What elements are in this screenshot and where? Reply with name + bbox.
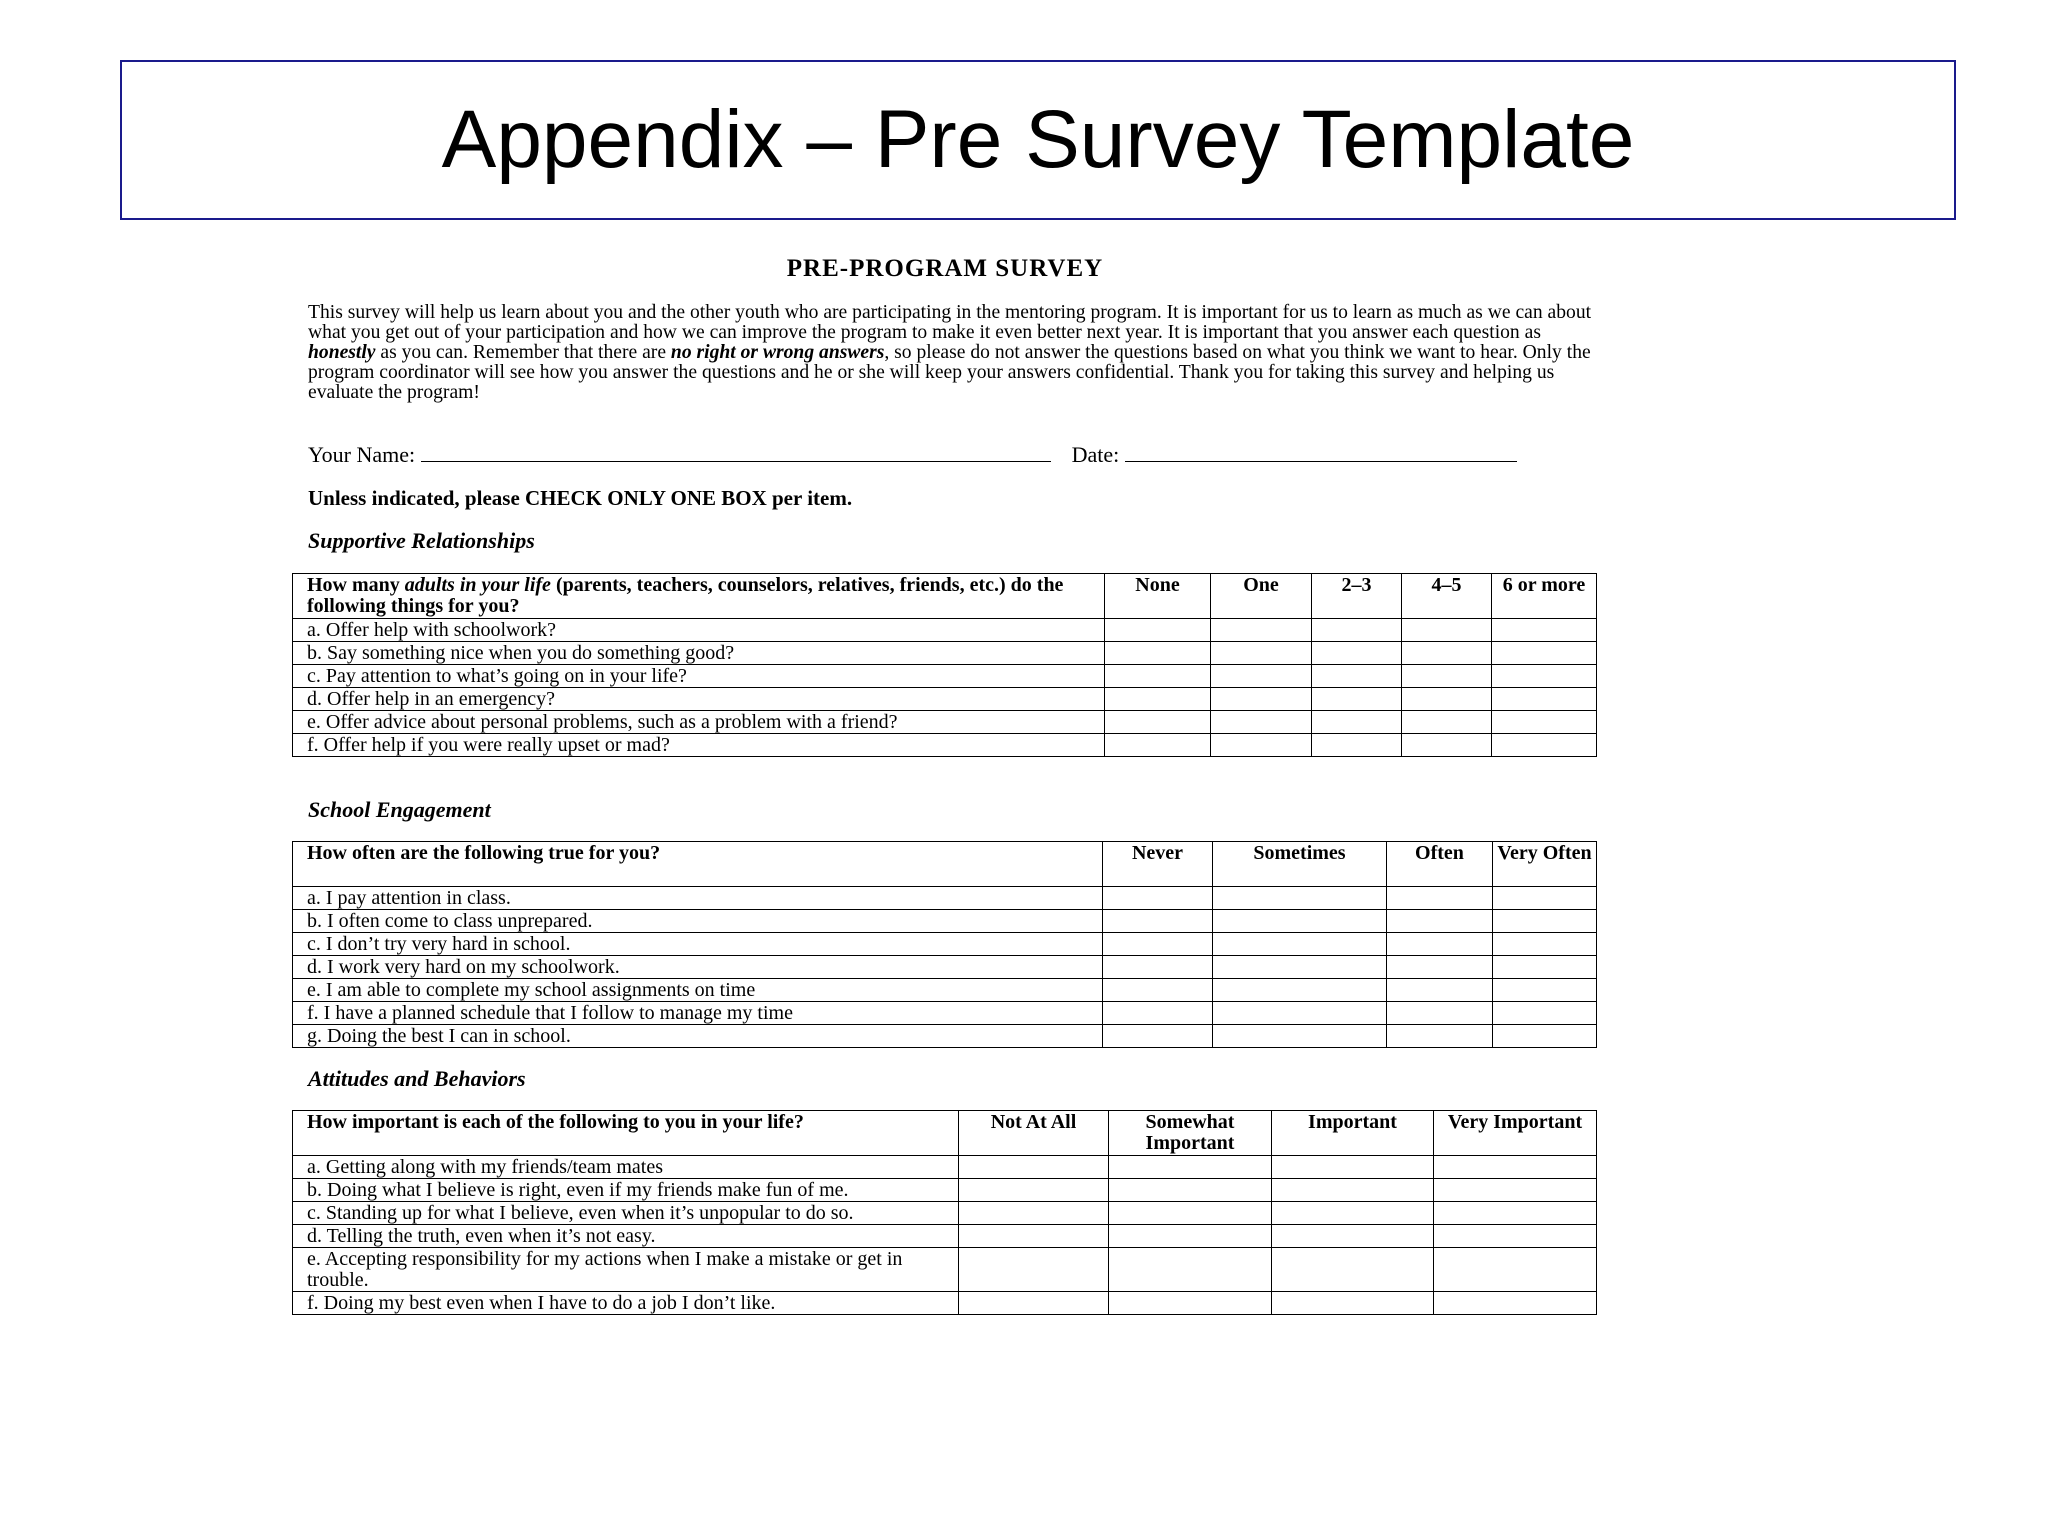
answer-checkbox-cell[interactable] [1492, 688, 1597, 711]
survey-item-label: c. I don’t try very hard in school. [293, 933, 1103, 956]
answer-checkbox-cell[interactable] [1211, 688, 1312, 711]
answer-checkbox-cell[interactable] [1105, 688, 1211, 711]
answer-checkbox-cell[interactable] [1312, 711, 1402, 734]
survey-item-label: e. I am able to complete my school assignments on time [293, 979, 1103, 1002]
survey-item-label: b. Say something nice when you do something good? [293, 642, 1105, 665]
answer-checkbox-cell[interactable] [1312, 619, 1402, 642]
section-title-supportive-relationships: Supportive Relationships [308, 528, 535, 553]
option-header: Sometimes [1213, 842, 1387, 887]
answer-checkbox-cell[interactable] [1312, 688, 1402, 711]
answer-checkbox-cell[interactable] [1105, 734, 1211, 757]
answer-checkbox-cell[interactable] [1492, 734, 1597, 757]
survey-item-row [293, 956, 1597, 979]
survey-item-label: f. Offer help if you were really upset or mad? [293, 734, 1105, 757]
answer-checkbox-cell[interactable] [1272, 1179, 1434, 1202]
answer-checkbox-cell[interactable] [1493, 910, 1597, 933]
answer-checkbox-cell[interactable] [1493, 933, 1597, 956]
slide-title-box [120, 60, 1956, 220]
answer-checkbox-cell[interactable] [1109, 1225, 1272, 1248]
answer-checkbox-cell[interactable] [1109, 1156, 1272, 1179]
answer-checkbox-cell[interactable] [1493, 979, 1597, 1002]
answer-checkbox-cell[interactable] [1211, 734, 1312, 757]
intro-text-2: as you can. Remember that there are [375, 342, 671, 363]
name-date-line [308, 442, 1608, 468]
answer-checkbox-cell[interactable] [959, 1179, 1109, 1202]
option-header: 6 or more [1492, 574, 1597, 619]
date-field[interactable] [1125, 443, 1517, 462]
slide-title: Appendix – Pre Survey Template [441, 94, 1635, 185]
survey-item-label: a. I pay attention in class. [293, 887, 1103, 910]
section-title-school-engagement: School Engagement [308, 797, 491, 822]
answer-checkbox-cell[interactable] [1105, 619, 1211, 642]
survey-item-row [293, 910, 1597, 933]
answer-checkbox-cell[interactable] [1434, 1225, 1597, 1248]
answer-checkbox-cell[interactable] [1109, 1292, 1272, 1315]
answer-checkbox-cell[interactable] [1213, 933, 1387, 956]
answer-checkbox-cell[interactable] [1103, 1002, 1213, 1025]
answer-checkbox-cell[interactable] [1211, 665, 1312, 688]
question-header: How often are the following true for you? [293, 842, 1103, 887]
answer-checkbox-cell[interactable] [1492, 665, 1597, 688]
question-header: How important is each of the following to you in your life? [293, 1111, 959, 1156]
answer-checkbox-cell[interactable] [1492, 711, 1597, 734]
option-header: Often [1387, 842, 1493, 887]
answer-checkbox-cell[interactable] [1434, 1202, 1597, 1225]
intro-emphasis-honestly: honestly [308, 342, 376, 363]
survey-item-row [293, 619, 1597, 642]
answer-checkbox-cell[interactable] [959, 1248, 1109, 1292]
answer-checkbox-cell[interactable] [1109, 1248, 1272, 1292]
answer-checkbox-cell[interactable] [1402, 642, 1492, 665]
survey-item-label: f. Doing my best even when I have to do a job I don’t like. [293, 1292, 959, 1315]
answer-checkbox-cell[interactable] [1493, 1025, 1597, 1048]
answer-checkbox-cell[interactable] [1493, 1002, 1597, 1025]
answer-checkbox-cell[interactable] [1402, 711, 1492, 734]
answer-checkbox-cell[interactable] [1402, 665, 1492, 688]
survey-item-label: d. Telling the truth, even when it’s not easy. [293, 1225, 959, 1248]
answer-checkbox-cell[interactable] [1387, 979, 1493, 1002]
option-header: Very Often [1493, 842, 1597, 887]
survey-item-row [293, 1179, 1597, 1202]
answer-checkbox-cell[interactable] [1213, 1025, 1387, 1048]
answer-checkbox-cell[interactable] [959, 1292, 1109, 1315]
survey-item-row [293, 688, 1597, 711]
question-header: How many adults in your life (parents, teachers, counselors, relatives, friends, etc.) do the following things for you? [293, 574, 1105, 619]
survey-item-row [293, 665, 1597, 688]
answer-checkbox-cell[interactable] [1402, 688, 1492, 711]
option-header: Never [1103, 842, 1213, 887]
survey-item-label: b. Doing what I believe is right, even if my friends make fun of me. [293, 1179, 959, 1202]
answer-checkbox-cell[interactable] [959, 1156, 1109, 1179]
survey-item-row [293, 1292, 1597, 1315]
answer-checkbox-cell[interactable] [1312, 642, 1402, 665]
answer-checkbox-cell[interactable] [1434, 1292, 1597, 1315]
survey-item-row [293, 1156, 1597, 1179]
survey-item-row [293, 1225, 1597, 1248]
answer-checkbox-cell[interactable] [1387, 1025, 1493, 1048]
answer-checkbox-cell[interactable] [1387, 910, 1493, 933]
answer-checkbox-cell[interactable] [959, 1225, 1109, 1248]
answer-checkbox-cell[interactable] [1105, 665, 1211, 688]
answer-checkbox-cell[interactable] [1492, 642, 1597, 665]
answer-checkbox-cell[interactable] [1434, 1179, 1597, 1202]
answer-checkbox-cell[interactable] [1272, 1225, 1434, 1248]
answer-checkbox-cell[interactable] [1103, 910, 1213, 933]
survey-item-row [293, 979, 1597, 1002]
answer-checkbox-cell[interactable] [959, 1202, 1109, 1225]
name-field[interactable] [421, 443, 1051, 462]
survey-item-row [293, 1002, 1597, 1025]
answer-checkbox-cell[interactable] [1387, 933, 1493, 956]
answer-checkbox-cell[interactable] [1103, 887, 1213, 910]
date-label: Date: [1071, 442, 1120, 467]
option-header: Somewhat Important [1109, 1111, 1272, 1156]
attitudes-behaviors-table [292, 1110, 1597, 1315]
survey-item-row [293, 734, 1597, 757]
answer-checkbox-cell[interactable] [1103, 956, 1213, 979]
answer-checkbox-cell[interactable] [1272, 1156, 1434, 1179]
intro-text-3: , so please do not answer the questions based on what you think we want to hear. Only the program coordinator will see how you answer the questions and he or she will keep your answers confidential. Thank you for taking this survey and helping us evaluate the program! [308, 342, 1591, 403]
answer-checkbox-cell[interactable] [1402, 734, 1492, 757]
answer-checkbox-cell[interactable] [1103, 1025, 1213, 1048]
survey-item-row [293, 1248, 1597, 1292]
answer-checkbox-cell[interactable] [1387, 1002, 1493, 1025]
answer-checkbox-cell[interactable] [1213, 1002, 1387, 1025]
survey-item-label: e. Accepting responsibility for my actions when I make a mistake or get in trouble. [293, 1248, 959, 1292]
option-header: 2–3 [1312, 574, 1402, 619]
option-header: 4–5 [1402, 574, 1492, 619]
answer-checkbox-cell[interactable] [1312, 734, 1402, 757]
survey-item-row [293, 711, 1597, 734]
survey-item-label: c. Pay attention to what’s going on in your life? [293, 665, 1105, 688]
answer-checkbox-cell[interactable] [1213, 956, 1387, 979]
answer-checkbox-cell[interactable] [1434, 1156, 1597, 1179]
survey-heading: PRE-PROGRAM SURVEY [786, 255, 1104, 282]
answer-checkbox-cell[interactable] [1105, 711, 1211, 734]
survey-item-label: a. Offer help with schoolwork? [293, 619, 1105, 642]
section-title-attitudes-behaviors: Attitudes and Behaviors [308, 1066, 526, 1091]
survey-item-label: b. I often come to class unprepared. [293, 910, 1103, 933]
answer-checkbox-cell[interactable] [1213, 887, 1387, 910]
answer-checkbox-cell[interactable] [1387, 887, 1493, 910]
answer-checkbox-cell[interactable] [1272, 1292, 1434, 1315]
name-label: Your Name: [308, 442, 416, 467]
survey-item-row [293, 1202, 1597, 1225]
option-header: One [1211, 574, 1312, 619]
survey-item-row [293, 1025, 1597, 1048]
answer-checkbox-cell[interactable] [1493, 887, 1597, 910]
answer-checkbox-cell[interactable] [1492, 619, 1597, 642]
answer-checkbox-cell[interactable] [1213, 979, 1387, 1002]
answer-checkbox-cell[interactable] [1493, 956, 1597, 979]
answer-checkbox-cell[interactable] [1211, 711, 1312, 734]
survey-item-label: e. Offer advice about personal problems, such as a problem with a friend? [293, 711, 1105, 734]
answer-checkbox-cell[interactable] [1312, 665, 1402, 688]
answer-checkbox-cell[interactable] [1213, 910, 1387, 933]
intro-text-1: This survey will help us learn about you and the other youth who are participating in the mentoring program. It is important for us to learn as much as we can about what you get out of your participation and how we can improve the program to make it even better next year. It is important that you answer each question as [308, 302, 1592, 343]
intro-emphasis-no-right-wrong: no right or wrong answers [670, 342, 885, 363]
survey-item-label: f. I have a planned schedule that I follow to manage my time [293, 1002, 1103, 1025]
option-header: None [1105, 574, 1211, 619]
option-header: Very Important [1434, 1111, 1597, 1156]
survey-item-row [293, 933, 1597, 956]
school-engagement-table [292, 841, 1597, 1048]
survey-intro [308, 303, 1608, 403]
option-header: Important [1272, 1111, 1434, 1156]
survey-item-label: d. Offer help in an emergency? [293, 688, 1105, 711]
answer-checkbox-cell[interactable] [1387, 956, 1493, 979]
answer-checkbox-cell[interactable] [1103, 979, 1213, 1002]
survey-item-label: c. Standing up for what I believe, even when it’s unpopular to do so. [293, 1202, 959, 1225]
survey-item-row [293, 642, 1597, 665]
answer-checkbox-cell[interactable] [1105, 642, 1211, 665]
answer-checkbox-cell[interactable] [1109, 1179, 1272, 1202]
instruction-text: Unless indicated, please CHECK ONLY ONE BOX per item. [308, 486, 853, 510]
answer-checkbox-cell[interactable] [1434, 1248, 1597, 1292]
answer-checkbox-cell[interactable] [1109, 1202, 1272, 1225]
survey-item-label: a. Getting along with my friends/team mates [293, 1156, 959, 1179]
answer-checkbox-cell[interactable] [1402, 619, 1492, 642]
answer-checkbox-cell[interactable] [1272, 1248, 1434, 1292]
survey-item-label: g. Doing the best I can in school. [293, 1025, 1103, 1048]
supportive-relationships-table [292, 573, 1597, 757]
answer-checkbox-cell[interactable] [1211, 642, 1312, 665]
answer-checkbox-cell[interactable] [1103, 933, 1213, 956]
option-header: Not At All [959, 1111, 1109, 1156]
survey-item-row [293, 887, 1597, 910]
answer-checkbox-cell[interactable] [1211, 619, 1312, 642]
survey-item-label: d. I work very hard on my schoolwork. [293, 956, 1103, 979]
answer-checkbox-cell[interactable] [1272, 1202, 1434, 1225]
